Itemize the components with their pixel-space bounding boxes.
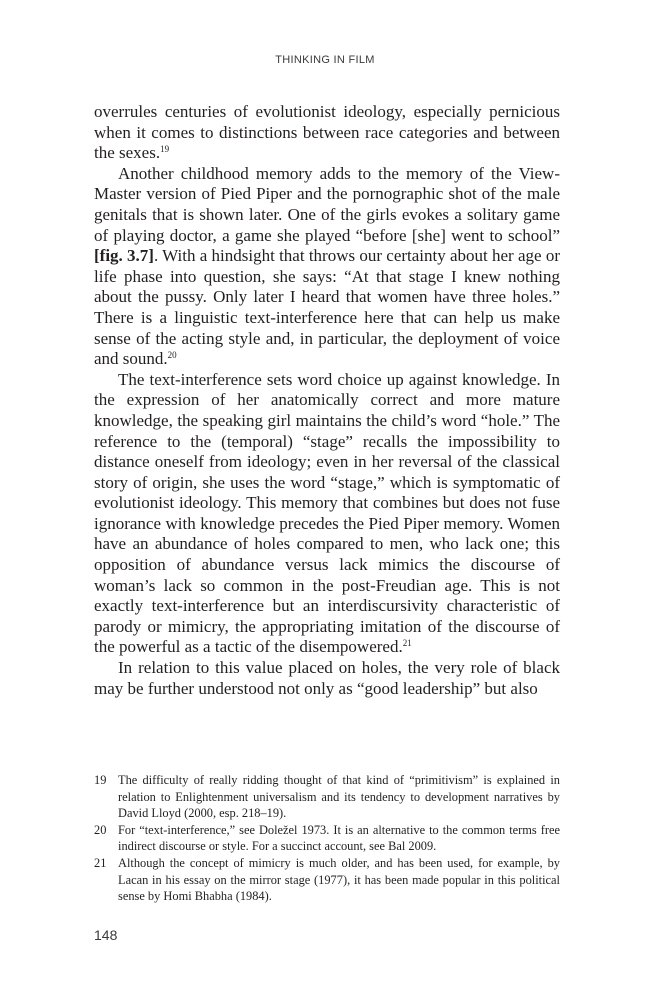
- body-text: [94, 102, 560, 699]
- footnote-text: The difficulty of really ridding thought of that kind of “primitivism” is explained in relation to Enlightenment universalism and its tendency to development narratives by David Lloyd (2000, esp. 218–19).: [118, 773, 560, 821]
- footnote-ref-21: 21: [402, 638, 412, 649]
- footnotes: [94, 772, 560, 905]
- footnote-number: 21: [94, 855, 107, 870]
- paragraph-3: [94, 370, 560, 658]
- paragraph-text: In relation to this value placed on holes, the very role of black may be further understood not only as “good leadership” but also: [94, 658, 560, 698]
- figure-reference: [fig. 3.7]: [94, 246, 154, 266]
- footnote-text: Although the concept of mimicry is much older, and has been used, for example, by Lacan in his essay on the mirror stage (1977), it has been made popular in this political sense by Homi Bhabha (1984).: [118, 855, 560, 904]
- paragraph-text: The text-interference sets word choice up against knowledge. In the expression of her anatomically correct and more mature knowledge, the speaking girl maintains the child’s word “hole.” The reference to the (temporal) “stage” recalls the impossibility to distance oneself from ideology; even in her reversal of the classical story of origin, she uses the word “stage,” which is symptomatic of evolutionist ideology. This memory that combines but does not fuse ignorance with knowledge precedes the Pied Piper memory. Women have an abundance of holes compared to men, who lack one; this opposition of abundance versus lack mimics the discourse of woman’s lack so common in the post-Freudian age. This is not exactly text-interference but an interdiscursivity characteristic of parody or mimicry, the appropriating imitation of the discourse of the powerful as a tactic of the disempowered.: [94, 369, 560, 657]
- page-number: 148: [94, 927, 118, 943]
- footnote-ref-20: 20: [167, 350, 177, 361]
- paragraph-text: Another childhood memory adds to the memory of the View-Master version of Pied Piper and the pornographic shot of the male genitals that is shown later. One of the girls evokes a solitary game of playing doctor, a game she played “before [she] went to school”: [94, 163, 560, 245]
- paragraph-1: [94, 102, 560, 164]
- footnote-ref-19: 19: [160, 144, 170, 155]
- footnote-21: [94, 855, 560, 905]
- paragraph-4: [94, 658, 560, 699]
- paragraph-text: overrules centuries of evolutionist ideology, especially pernicious when it comes to distinctions between race categories and between the sexes.: [94, 102, 560, 163]
- running-head: THINKING IN FILM: [275, 54, 375, 66]
- footnote-19: [94, 772, 560, 822]
- footnote-20: [94, 822, 560, 855]
- footnote-text: For “text-interference,” see Doležel 1973. It is an alternative to the common terms free indirect discourse or style. For a succinct account, see Bal 2009.: [118, 822, 560, 854]
- footnote-number: 19: [94, 773, 107, 787]
- footnote-number: 20: [94, 822, 107, 837]
- paragraph-2: [94, 164, 560, 370]
- paragraph-text: . With a hindsight that throws our certainty about her age or life phase into question, she says: “At that stage I knew nothing about the pussy. Only later I heard that women have three holes.” There is a linguistic text-interference here that can help us make sense of the acting style and, in particular, the deployment of voice and sound.: [94, 246, 560, 369]
